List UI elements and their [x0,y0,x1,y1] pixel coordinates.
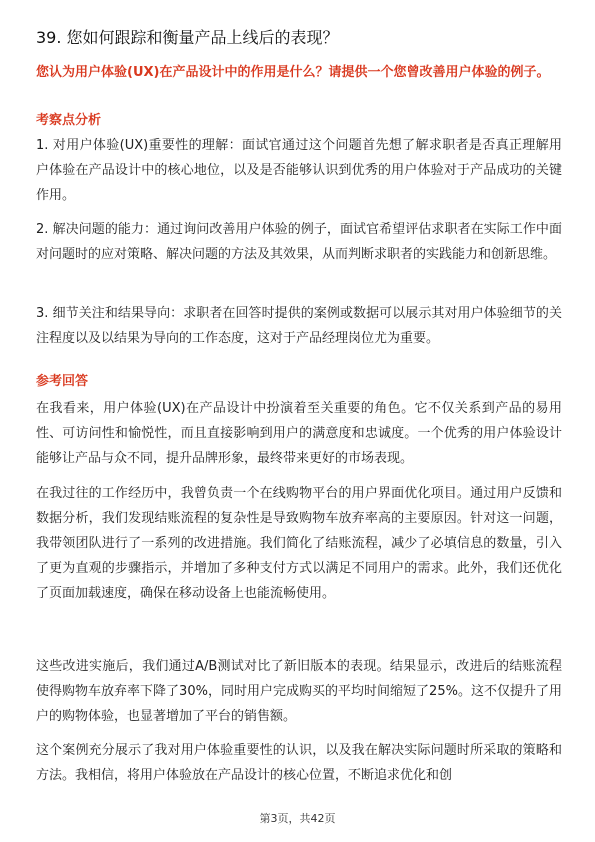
page-number: 第3页，共42页 [259,812,336,825]
analysis-point-2: 2. 解决问题的能力：通过询问改善用户体验的例子，面试官希望评估求职者在实际工作中面对问题时的应对策略、解决问题的方法及其效果，从而判断求职者的实践能力和创新思维。 [36,222,562,262]
analysis-heading: 考察点分析 [36,113,102,128]
answer-paragraph-2: 在我过往的工作经历中，我曾负责一个在线购物平台的用户界面优化项目。通过用户反馈和数据分析，我们发现结账流程的复杂性是导致购物车放弃率高的主要原因。针对这一问题，我带领团队进行了一系列的改进措施。我们简化了结账流程，减少了必填信息的数量，引入了更为直观的步骤指示，并增加了多种支付方式以满足不同用户的需求。此外，我们还优化了页面加载速度，确保在移动设备上也能流畅使用。 [36,486,562,601]
answer-paragraph-4: 这个案例充分展示了我对用户体验重要性的认识，以及我在解决实际问题时所采取的策略和方法。我相信，将用户体验放在产品设计的核心位置，不断追求优化和创 [36,743,562,783]
interview-question: 您认为用户体验(UX)在产品设计中的作用是什么？请提供一个您曾改善用户体验的例子。 [36,65,550,80]
analysis-point-3: 3. 细节关注和结果导向：求职者在回答时提供的案例或数据可以展示其对用户体验细节的关注程度以及以结果为导向的工作态度，这对于产品经理岗位尤为重要。 [36,306,562,346]
analysis-point-1: 1. 对用户体验(UX)重要性的理解：面试官通过这个问题首先想了解求职者是否真正理解用户体验在产品设计中的核心地位，以及是否能够认识到优秀的用户体验对于产品成功的关键作用。 [36,138,562,203]
answer-heading: 参考回答 [36,374,89,389]
answer-paragraph-3: 这些改进实施后，我们通过A/B测试对比了新旧版本的表现。结果显示，改进后的结账流程使得购物车放弃率下降了30%，同时用户完成购买的平均时间缩短了25%。这不仅提升了用户的购物体验，也显著增加了平台的销售额。 [36,659,562,724]
question-title: 39. 您如何跟踪和衡量产品上线后的表现？ [36,28,339,47]
answer-paragraph-1: 在我看来，用户体验(UX)在产品设计中扮演着至关重要的角色。它不仅关系到产品的易用性、可访问性和愉悦性，而且直接影响到用户的满意度和忠诚度。一个优秀的用户体验设计能够让产品与众不同，提升品牌形象，最终带来更好的市场表现。 [36,401,562,466]
